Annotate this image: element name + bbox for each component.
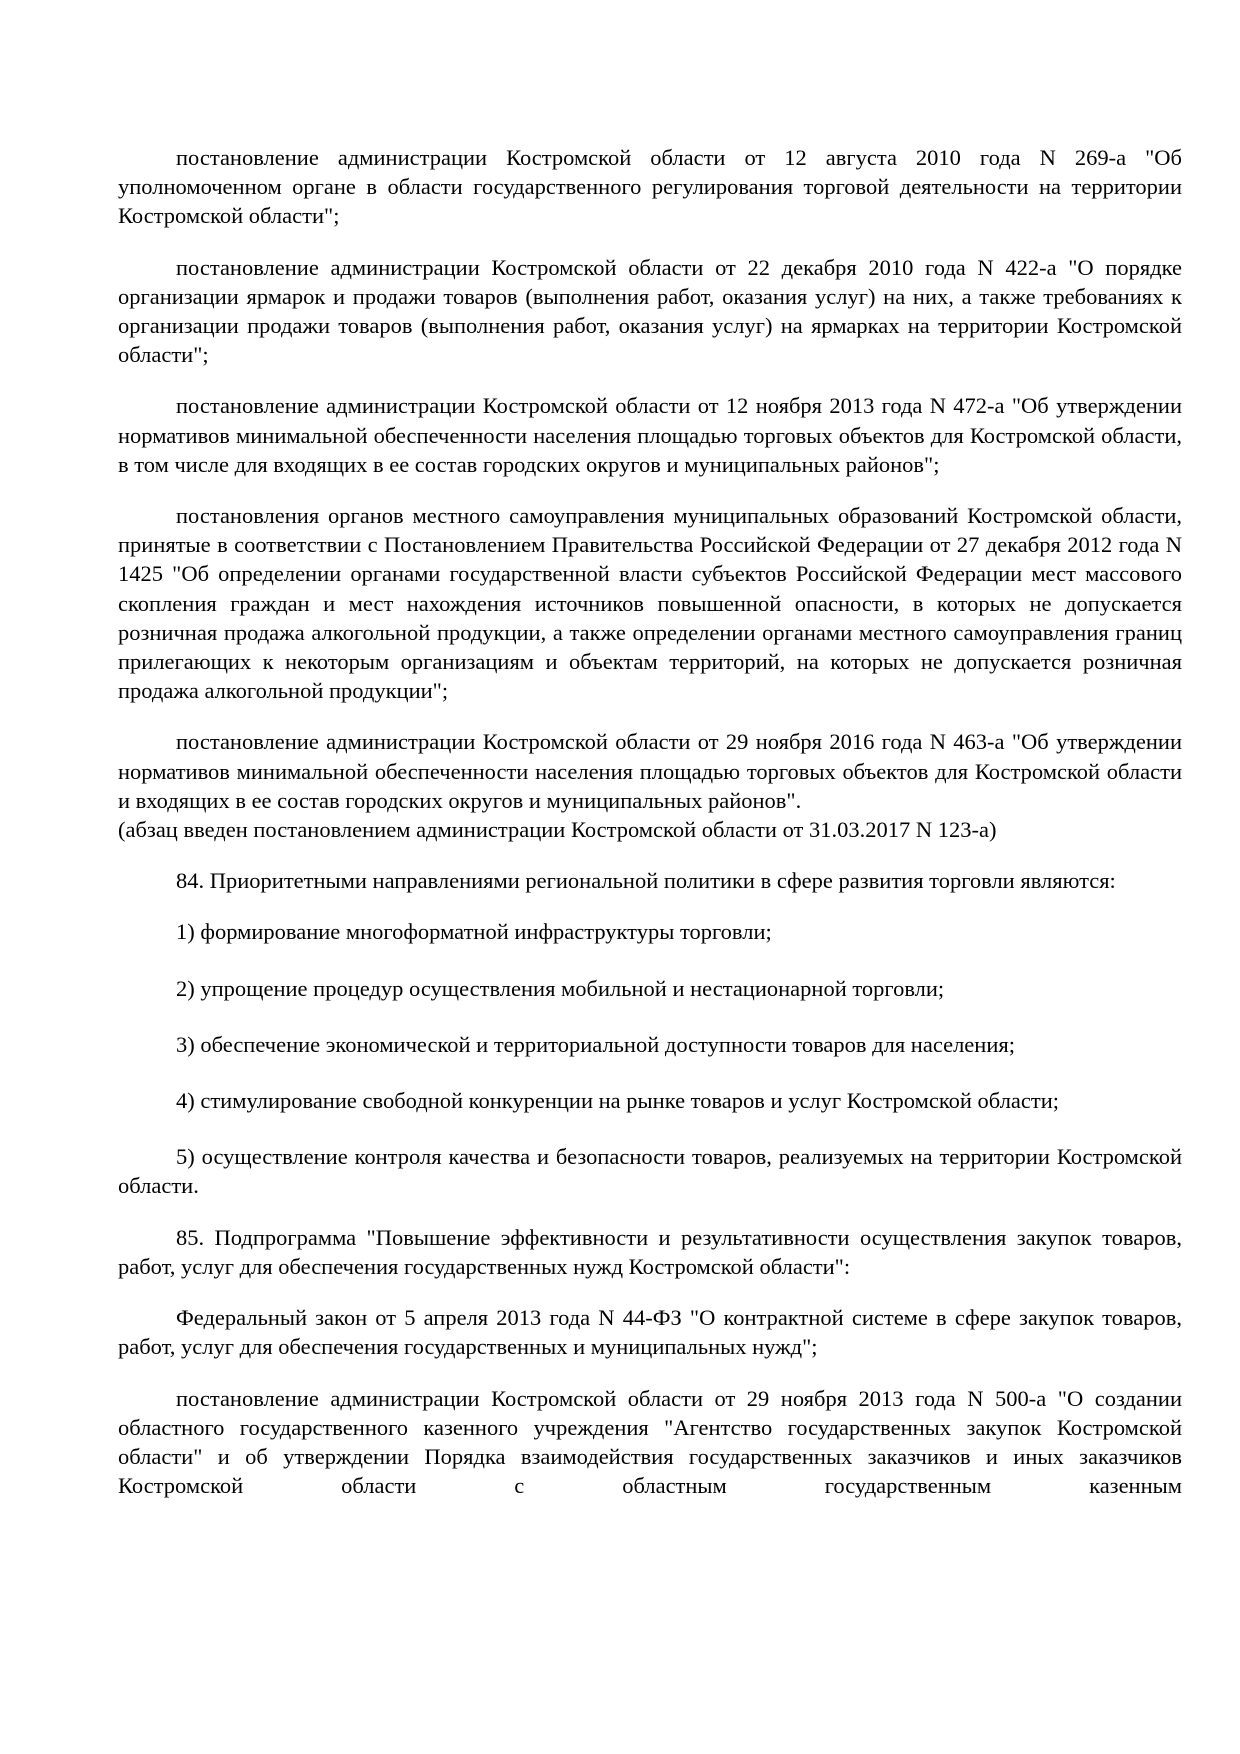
paragraph-federal-law-44fz: Федеральный закон от 5 апреля 2013 года N 44-ФЗ "О контрактной системе в сфере закупок товаров, работ, услуг для обеспечения государственных и муниципальных нужд"; bbox=[118, 1305, 1182, 1360]
paragraph-resolution-463a-text: постановление администрации Костромской области от 29 ноября 2016 года N 463-а "Об утверждении нормативов минимальной обеспеченности населения площадью торговых объектов для Костромской области и входящих в ее состав городских округов и муниципальных районов". bbox=[118, 729, 1182, 813]
priority-item-3: 3) обеспечение экономической и территориальной доступности товаров для населения; bbox=[176, 1031, 1015, 1057]
paragraph-resolution-422a: постановление администрации Костромской области от 22 декабря 2010 года N 422-а "О порядке организации ярмарок и продажи товаров (выполнения работ, оказания услуг) на них, а также требованиях к организации продажи товаров (выполнения работ, оказания услуг) на ярмарках на территории Костромской области"; bbox=[118, 254, 1182, 368]
paragraph-resolution-500a: постановление администрации Костромской области от 29 ноября 2013 года N 500-а "О создании областного государственного казенного учреждения "Агентство государственных закупок Костромской области" и об утверждении Порядка взаимодействия государственных заказчиков и иных заказчиков Костромской области с областным государственным казенным bbox=[118, 1385, 1182, 1499]
paragraph-municipal-resolutions: постановления органов местного самоуправления муниципальных образований Костромской области, принятые в соответствии с Постановлением Правительства Российской Федерации от 27 декабря 2012 года N 1425 "Об определении органами государственной власти субъектов Российской Федерации мест массового скопления граждан и мест нахождения источников повышенной опасности, в которых не допускается розничная продажа алкогольной продукции, а также определении органами местного самоуправления границ прилегающих к некоторым организациям и объектам территорий, на которых не допускается розничная продажа алкогольной продукции"; bbox=[118, 503, 1182, 704]
priority-item-4: 4) стимулирование свободной конкуренции на рынке товаров и услуг Костромской области; bbox=[176, 1088, 1060, 1114]
document-page bbox=[118, 143, 1182, 1522]
paragraph-84-priorities: 84. Приоритетными направлениями региональной политики в сфере развития торговли являются: bbox=[176, 868, 1116, 894]
priority-item-1: 1) формирование многоформатной инфраструктуры торговли; bbox=[176, 919, 772, 945]
amendment-note: (абзац введен постановлением администрации Костромской области от 31.03.2017 N 123-а) bbox=[118, 817, 997, 843]
paragraph-85-subprogram: 85. Подпрограмма "Повышение эффективности и результативности осуществления закупок товаров, работ, услуг для обеспечения государственных нужд Костромской области": bbox=[118, 1224, 1182, 1279]
paragraph-resolution-472a: постановление администрации Костромской области от 12 ноября 2013 года N 472-а "Об утверждении нормативов минимальной обеспеченности населения площадью торговых объектов для Костромской области, в том числе для входящих в ее состав городских округов и муниципальных районов"; bbox=[118, 393, 1182, 477]
paragraph-resolution-463a bbox=[118, 727, 1182, 844]
priority-item-2: 2) упрощение процедур осуществления мобильной и нестационарной торговли; bbox=[176, 975, 945, 1001]
paragraph-resolution-269a: постановление администрации Костромской области от 12 августа 2010 года N 269-а "Об уполномоченном органе в области государственного регулирования торговой деятельности на территории Костромской области"; bbox=[118, 145, 1182, 229]
priority-item-5: 5) осуществление контроля качества и безопасности товаров, реализуемых на территории Костромской области. bbox=[118, 1144, 1182, 1199]
